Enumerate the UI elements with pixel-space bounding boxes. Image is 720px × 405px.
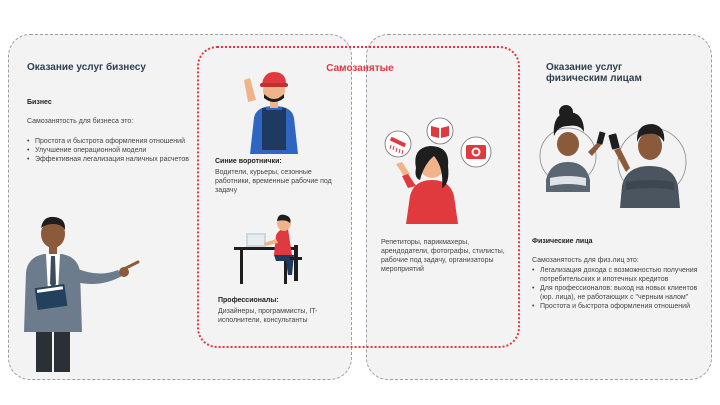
business-intro: Самозанятость для бизнеса это:	[27, 118, 134, 125]
individuals-intro: Самозанятость для физ.лиц это:	[532, 257, 639, 264]
comb-icon	[385, 131, 411, 157]
worker-icon	[240, 72, 308, 154]
professionals-text: Дизайнеры, программисты, IT-исполнители, консультанты	[218, 308, 318, 324]
business-subtitle: Бизнес	[27, 99, 52, 106]
business-bullet: • Простота и быстрота оформления отношений	[27, 137, 195, 146]
individuals-bullet: • Для профессионалов: выход на новых клиентов (юр. лица), не работающих с "черным налом"	[532, 284, 702, 302]
individuals-bullets	[532, 266, 702, 311]
creative-woman-icon	[384, 118, 494, 224]
business-bullet: • Улучшение операционной модели	[27, 146, 195, 155]
individuals-title: Оказание услуг физическим лицам	[546, 62, 642, 84]
individuals-bullet: • Простота и быстрота оформления отношений	[532, 302, 702, 311]
blue-collar-text: Водители, курьеры, сезонные работники, временные рабочие под задачу	[215, 169, 332, 194]
business-bullet: • Эффективная легализация наличных расчетов	[27, 155, 195, 164]
individuals-subtitle: Физические лица	[532, 238, 593, 245]
couple-phones-icon	[540, 100, 690, 208]
creative-text: Репетиторы, парикмахеры, арендодатели, фотографы, стилисты, рабочие под задачу, организаторы мероприятий	[381, 239, 505, 273]
business-man-icon	[18, 212, 148, 372]
camera-icon	[461, 137, 491, 167]
book-icon	[427, 118, 453, 144]
coder-icon	[232, 215, 310, 285]
self-employed-title: Самозанятые	[326, 63, 394, 74]
individuals-bullet: • Легализация дохода с возможностью получения потребительских и ипотечных кредитов	[532, 266, 702, 284]
professionals-label: Профессионалы:	[218, 297, 279, 304]
business-bullets	[27, 137, 195, 164]
blue-collar-label: Синие воротнички:	[215, 158, 282, 165]
business-title: Оказание услуг бизнесу	[27, 62, 146, 73]
